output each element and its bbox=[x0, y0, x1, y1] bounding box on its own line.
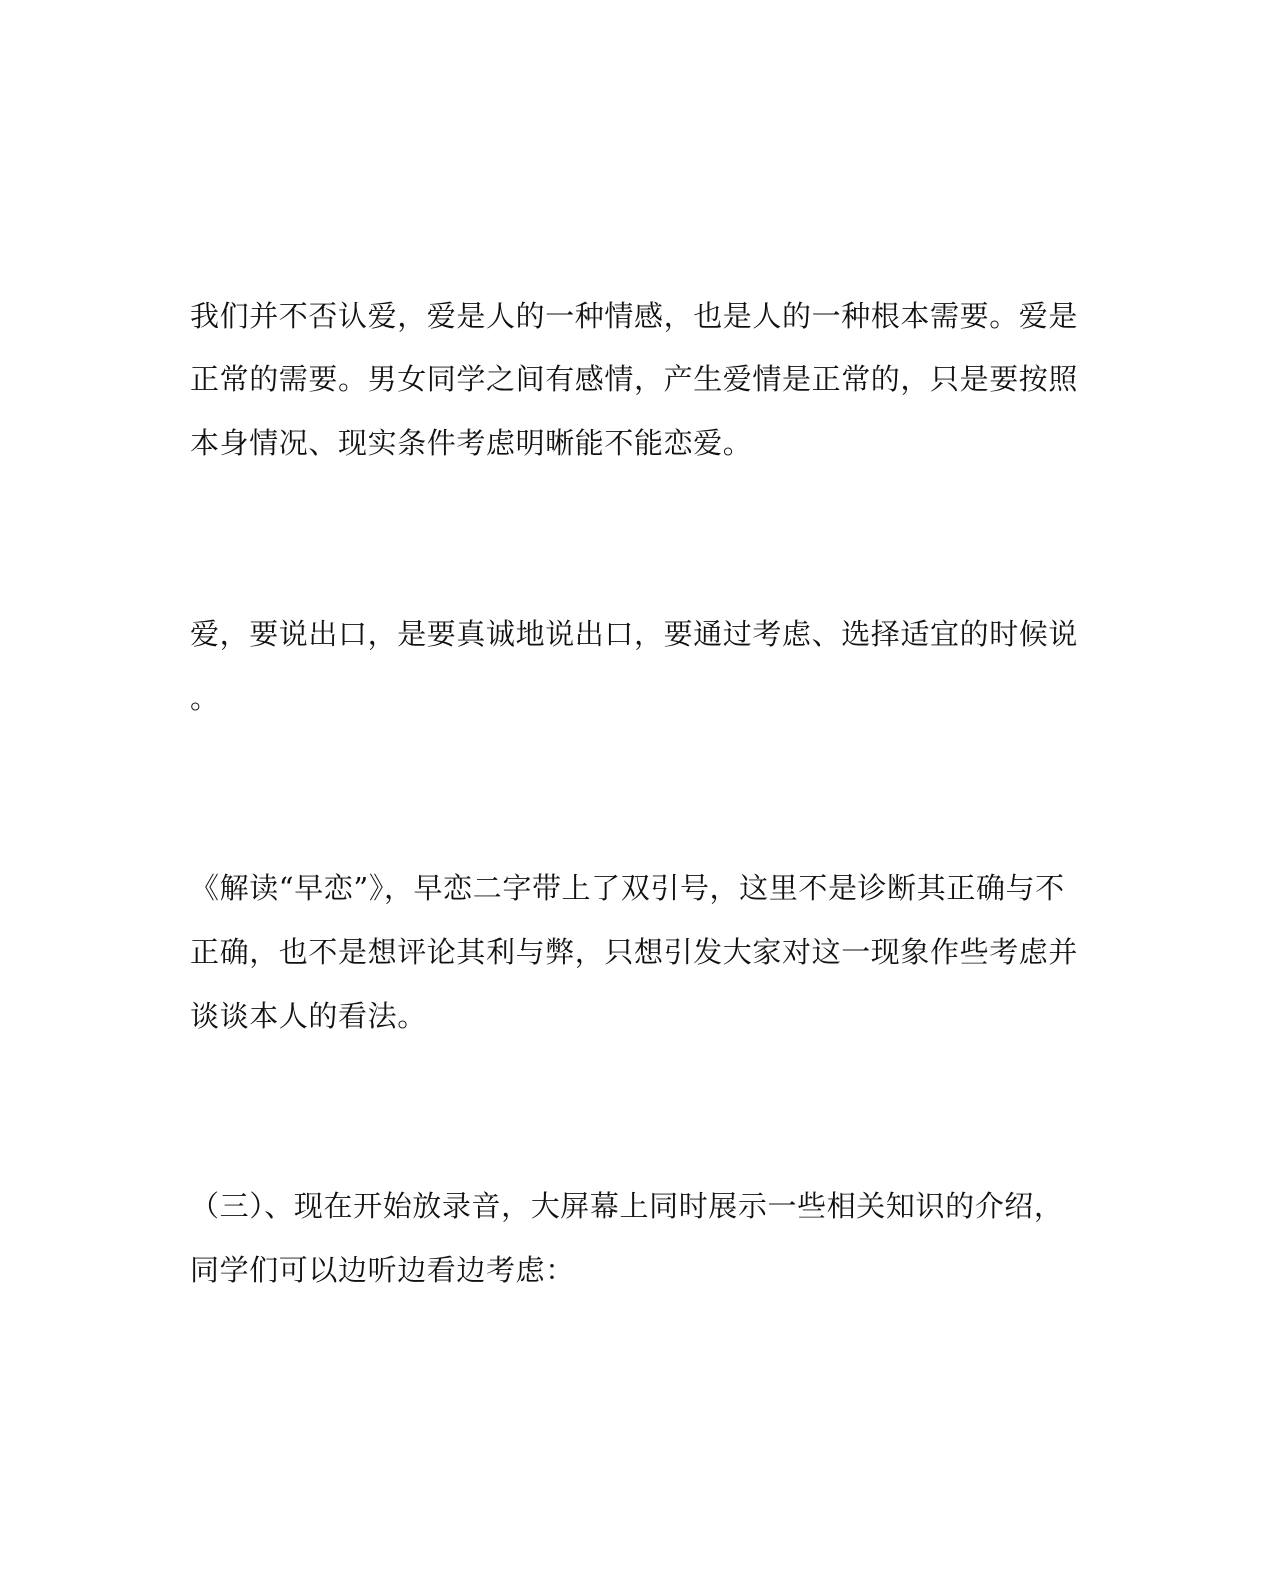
paragraph-line: 正确，也不是想评论其利与弊，只想引发大家对这一现象作些考虑并 bbox=[190, 935, 1079, 969]
paragraph-line: 《解读“早恋”》，早恋二字带上了双引号，这里不是诊断其正确与不 bbox=[190, 871, 1065, 905]
paragraph-line: 同学们可以边听边看边考虑： bbox=[190, 1253, 575, 1287]
paragraph-line: 爱，要说出口，是要真诚地说出口，要通过考虑、选择适宜的时候说 bbox=[190, 617, 1079, 651]
paragraph-line: 本身情况、现实条件考虑明晰能不能恋爱。 bbox=[190, 426, 753, 460]
paragraph-line: 我们并不否认爱，爱是人的一种情感，也是人的一种根本需要。爱是 bbox=[190, 299, 1079, 333]
paragraph-line: 谈谈本人的看法。 bbox=[190, 999, 427, 1033]
paragraph-line: 。 bbox=[190, 681, 220, 715]
paragraph-line: （三）、现在开始放录音，大屏幕上同时展示一些相关知识的介绍， bbox=[190, 1189, 1064, 1223]
paragraph-line: 正常的需要。男女同学之间有感情，产生爱情是正常的，只是要按照 bbox=[190, 362, 1079, 396]
